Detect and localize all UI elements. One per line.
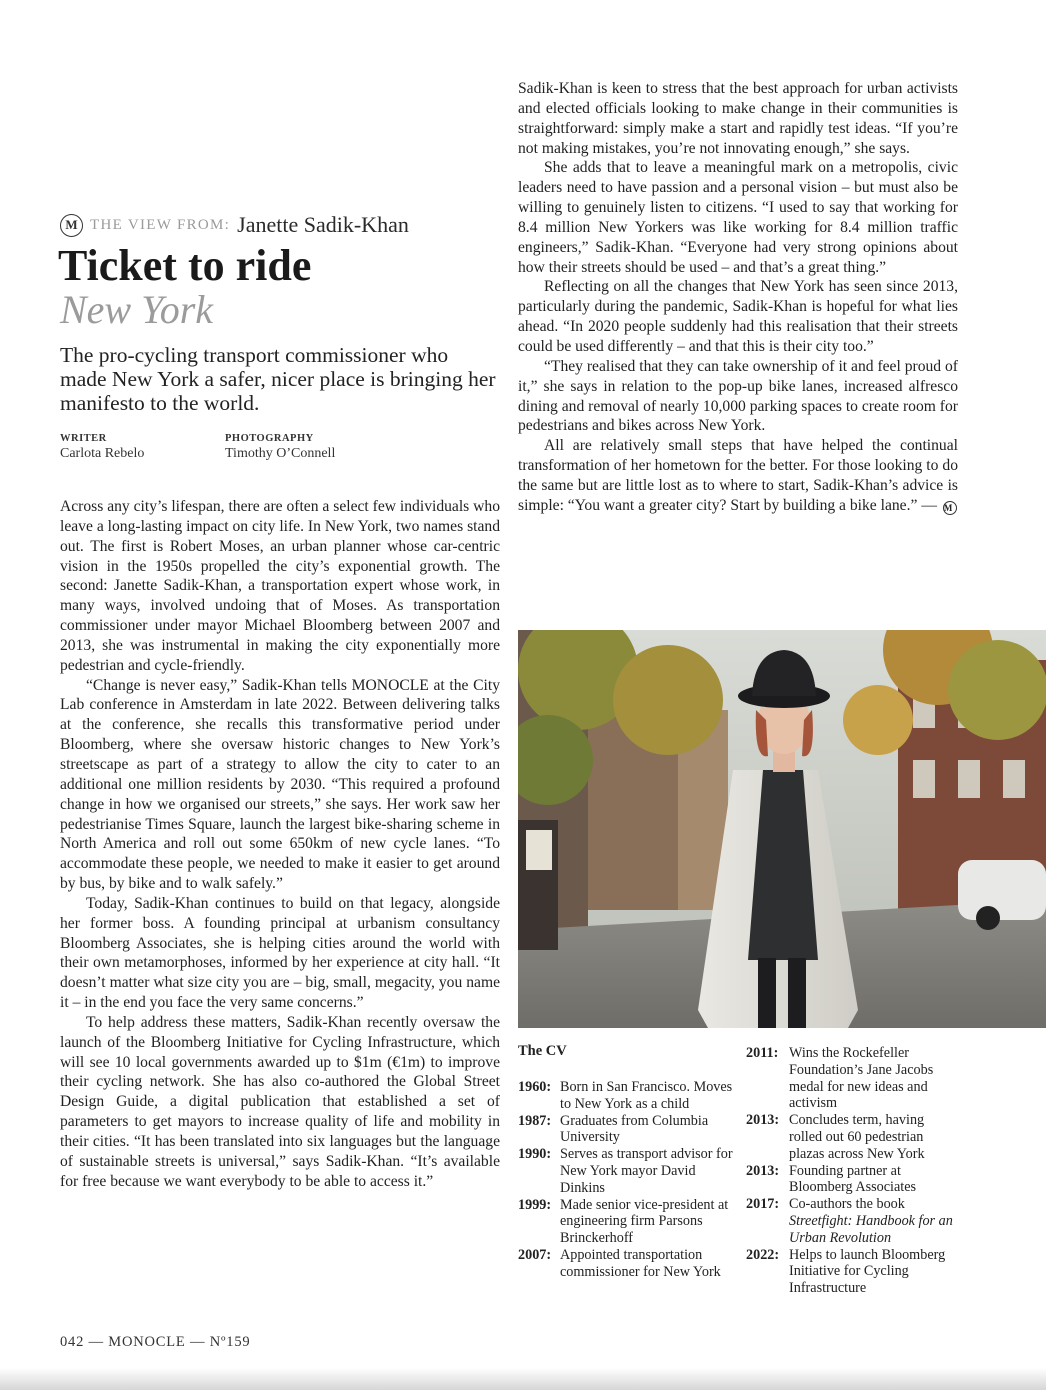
paragraph-final <box>518 436 958 515</box>
cv-text: Helps to launch Bloomberg Initiative for Cycling Infrastructure <box>789 1246 946 1297</box>
paragraph: Today, Sadik-Khan continues to build on that legacy, alongside her former boss. A founding principal at urbanism consultancy Bloomberg Associates, she is helping cities around the world with their own metamorphoses, informed by her experience at city hall. “It doesn’t matter what size city you are – big, small, megacity, you name it – in the end you face the very same concerns.” <box>60 894 500 1012</box>
standfirst: The pro-cycling transport commissioner who made New York a safer, nicer place is bringing her manifesto to the world. <box>60 343 496 415</box>
cv-year: 2013: <box>746 1112 780 1129</box>
cv-text: Graduates from Columbia University <box>560 1112 709 1146</box>
cv-year: 1990: <box>518 1146 552 1163</box>
cv-entry <box>518 1079 738 1113</box>
cv-year: 2007: <box>518 1246 552 1263</box>
cv-text: Wins the Rockefeller Foundation’s Jane Jacobs medal for new ideas and activism <box>789 1045 934 1112</box>
cv-year: 2011: <box>746 1045 779 1061</box>
cv-entry <box>746 1112 956 1162</box>
photographer-name: Timothy O’Connell <box>225 446 336 461</box>
article-column-left <box>60 497 500 1192</box>
end-mark-icon: M <box>943 501 957 515</box>
cv-entry <box>518 1146 738 1196</box>
cv-entry <box>746 1196 956 1246</box>
cv-column-2 <box>746 1045 956 1297</box>
cv-column-1 <box>518 1079 738 1281</box>
paragraph: She adds that to leave a meaningful mark on a metropolis, civic leaders need to have passion and a personal vision – but must also be willing to genuinely listen to citizens. “I used to say that working for 8.4 million New Yorkers was like working for 8.4 million traffic engineers,” Sadik-Khan. “Everyone had very strong opinions about how their streets should be used – and that’s a great thing.” <box>518 159 958 276</box>
paragraph: Across any city’s lifespan, there are often a select few individuals who leave a long-lasting impact on city life. In New York, two names stand out. The first is Robert Moses, an urban planner whose car-centric vision in the 1950s propelled the city’s exponential growth. The second: Janette Sadik-Khan, a transportation expert whose work, in many ways, involved undoing that of Moses. As transportation commissioner under mayor Michael Bloomberg between 2007 and 2013, she was instrumental in making the city exponentially more pedestrian and cycle-friendly. <box>60 498 500 674</box>
kicker-name: Janette Sadik-Khan <box>237 212 409 237</box>
cv-year: 2022: <box>746 1246 780 1263</box>
cv-text: Born in San Francisco. Moves to New York as a child <box>560 1079 733 1112</box>
paragraph: Sadik-Khan is keen to stress that the best approach for urban activists and elected officials looking to make change in their communities is straightforward: simply make a start and rapidly test ideas. “If you’re not making mistakes, you’re not innovating enough,” she says. <box>518 80 958 157</box>
writer-label: WRITER <box>60 433 107 444</box>
kicker <box>60 212 409 238</box>
writer-credit <box>60 432 144 462</box>
paragraph: Reflecting on all the changes that New York has seen since 2013, particularly during the pandemic, Sadik-Khan is hopeful for what lies ahead. “In 2020 people suddenly had this realisation that their streets could be used differently – and that this is their city too.” <box>518 278 958 355</box>
cv-text: Concludes term, having rolled out 60 pedestrian plazas across New York <box>789 1112 925 1162</box>
cv-year: 2013: <box>746 1162 780 1179</box>
cv-text: Founding partner at Bloomberg Associates <box>789 1162 917 1196</box>
cv-entry <box>746 1045 956 1112</box>
cv-text <box>789 1196 956 1246</box>
cv-entry <box>518 1197 738 1247</box>
article-column-right <box>518 79 958 516</box>
cv-year: 1960: <box>518 1079 552 1095</box>
cv-entry <box>518 1113 738 1147</box>
subhead: New York <box>60 287 214 332</box>
cv-title: The CV <box>518 1043 567 1059</box>
page-edge-shadow <box>0 1368 1046 1390</box>
kicker-label: THE VIEW FROM: <box>90 216 231 233</box>
paragraph: To help address these matters, Sadik-Khan recently oversaw the launch of the Bloomberg Initiative for Cycling Infrastructure, which will see 10 local governments awarded up to $1m (€1m) to improve their cycling network. She has also co-authored the Global Street Design Guide, a digital publication that established a set of parameters to get mayors to increase quality of life and mobility in their cities. “It has been translated into six languages but the language of sustainable streets is universal,” says Sadik-Khan. “It’s available for free because we want everybody to be able to access it.” <box>60 1013 500 1190</box>
photography-label: PHOTOGRAPHY <box>225 433 314 444</box>
cv-entry <box>746 1247 956 1297</box>
cv-year: 2017: <box>746 1196 780 1213</box>
page-folio: 042 — MONOCLE — Nº159 <box>60 1334 251 1350</box>
headline: Ticket to ride <box>58 241 312 290</box>
paragraph-final-text: All are relatively small steps that have helped the continual transformation of her hometown for the better. For those looking to do the same but are little lost as to where to start, Sadik-Khan’s advice is simple: “You want a greater city? Start by building a bike lane.” — <box>518 437 958 514</box>
paragraph: “Change is never easy,” Sadik-Khan tells MONOCLE at the City Lab conference in Amsterdam in late 2022. Between delivering talks at the conference, she recalls this transformative period under Bloomberg, where she oversaw historic changes to New York’s streetscape as part of a strategy to allow the city to cater to an additional one million residents by 2030. “This required a profound change in how we organised our streets,” she says. Her work saw her pedestrianise Times Square, launch the largest bike-sharing scheme in North America and roll out some 650km of new cycle lanes. “To accommodate these people, we needed to make it easier to get around by bus, by bike and to walk safely.” <box>60 676 500 893</box>
cv-text: Appointed transportation commissioner for New York <box>560 1246 721 1280</box>
book-title: Streetfight: Handbook for an Urban Revolution <box>789 1212 953 1246</box>
cv-year: 1987: <box>518 1112 552 1129</box>
paragraph: “They realised that they can take ownership of it and feel proud of it,” she says in relation to the pop-up bike lanes, increased alfresco dining and removal of nearly 10,000 parking spaces to create room for pedestrians and bikes across New York. <box>518 357 958 435</box>
cv-text-plain: Co-authors the book <box>789 1196 905 1213</box>
photographer-credit <box>225 432 335 462</box>
portrait-photo <box>518 630 1046 1028</box>
cv-text: Made senior vice-president at engineering firm Parsons Brinckerhoff <box>560 1196 729 1247</box>
cv-entry <box>518 1247 738 1281</box>
cv-entry <box>746 1163 956 1197</box>
cv-year: 1999: <box>518 1196 552 1213</box>
monocle-logo-icon: M <box>60 214 83 237</box>
cv-text: Serves as transport advisor for New York mayor David Dinkins <box>560 1146 733 1196</box>
writer-name: Carlota Rebelo <box>60 446 145 461</box>
